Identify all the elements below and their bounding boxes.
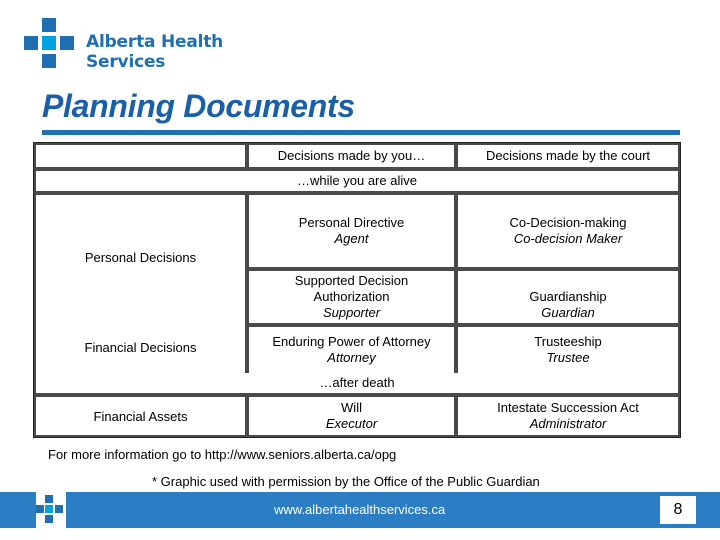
section-after-death — [36, 373, 678, 393]
footer-logo — [36, 492, 66, 528]
cell-main: Supported Decision Authorization — [294, 273, 409, 304]
footer-url[interactable]: www.albertahealthservices.ca — [274, 502, 446, 517]
row-label-financial-text: Financial Decisions — [84, 339, 197, 355]
cell-main: Will — [341, 400, 362, 415]
cell-role: Administrator — [529, 416, 607, 431]
header-court — [458, 145, 678, 167]
page-title: Planning Documents — [42, 88, 355, 124]
row-label-assets-text: Financial Assets — [93, 408, 188, 424]
header-you — [249, 145, 454, 167]
cell-main: Guardianship — [529, 289, 607, 304]
row-label-assets — [36, 397, 245, 435]
ahs-cross-icon — [24, 18, 78, 70]
cell-main: Trusteeship — [534, 334, 602, 349]
header-you-label: Decisions made by you… — [277, 148, 426, 163]
info-link-text[interactable]: For more information go to http://www.seniors.alberta.ca/opg — [48, 447, 397, 462]
row-label-personal-text: Personal Decisions — [84, 249, 197, 265]
cell-intestate-succession — [458, 397, 678, 435]
cell-main: Personal Directive — [298, 215, 405, 230]
cell-role: Supporter — [322, 305, 381, 320]
row-label-financial — [36, 337, 245, 357]
row-label-personal — [36, 247, 245, 267]
section-alive — [36, 171, 678, 191]
cell-role: Executor — [325, 416, 378, 431]
header-court-label: Decisions made by the court — [485, 148, 651, 163]
logo-line-1: Alberta Health — [86, 32, 224, 52]
footer-ahs-cross-icon — [36, 492, 66, 528]
cell-will — [249, 397, 454, 435]
cell-guardianship — [458, 271, 678, 323]
section-after-death-label: …after death — [319, 375, 395, 390]
logo-text — [86, 32, 223, 72]
cell-main: Enduring Power of Attorney — [272, 334, 431, 349]
planning-table — [33, 142, 681, 438]
ahs-logo — [24, 18, 224, 74]
cell-main: Intestate Succession Act — [497, 400, 639, 415]
cell-trusteeship — [458, 327, 678, 373]
page-number: 8 — [660, 496, 696, 524]
title-divider — [42, 130, 680, 135]
logo-line-2: Services — [86, 52, 166, 72]
cell-role: Trustee — [546, 350, 590, 365]
cell-role: Co-decision Maker — [513, 231, 623, 246]
cell-role: Attorney — [327, 350, 376, 365]
credit-text: * Graphic used with permission by the Office of the Public Guardian — [152, 474, 540, 489]
cell-main: Co-Decision-making — [509, 215, 627, 230]
cell-co-decision-making — [458, 195, 678, 267]
cell-role: Guardian — [541, 305, 595, 320]
cell-personal-directive — [249, 195, 454, 267]
cell-supported-decision — [249, 271, 454, 323]
cell-role: Agent — [334, 231, 369, 246]
section-alive-label: …while you are alive — [297, 173, 417, 188]
cell-enduring-power-of-attorney — [249, 327, 454, 373]
header-blank-cell — [36, 145, 245, 167]
